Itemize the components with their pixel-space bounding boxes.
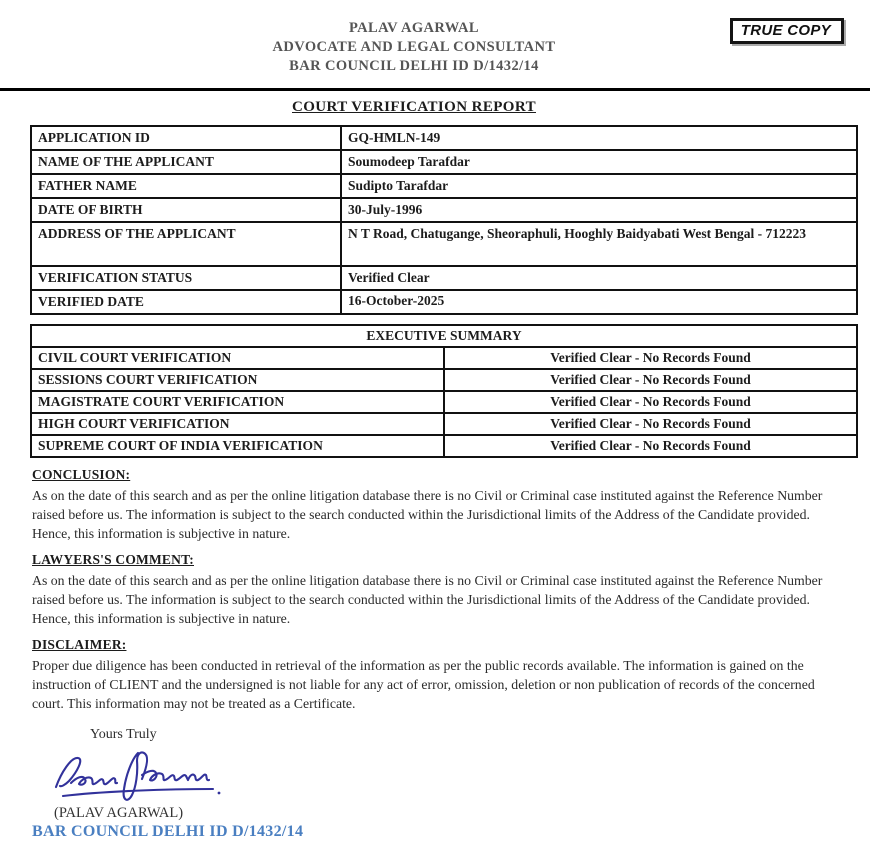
- letterhead-bar-council-id: BAR COUNCIL DELHI ID D/1432/14: [289, 58, 539, 74]
- summary-table-row: [31, 347, 857, 369]
- field-label: NAME OF THE APPLICANT: [31, 150, 341, 174]
- summary-table-row: [31, 435, 857, 457]
- field-value: 30-July-1996: [341, 198, 857, 222]
- section-body: As on the date of this search and as per the online litigation database there is no Civil or Criminal case instituted against the Reference Number raised before us. The information is subject to the search conducted within the Jurisdictional limits of the Address of the Candidate provided. Hence, this information is subjective in nature.: [32, 488, 823, 541]
- executive-summary-table: [30, 324, 858, 458]
- court-name-label: MAGISTRATE COURT VERIFICATION: [31, 391, 444, 413]
- executive-summary-header: [31, 325, 857, 347]
- section-body: As on the date of this search and as per the online litigation database there is no Civil or Criminal case instituted against the Reference Number raised before us. The information is subject to the search conducted within the Jurisdictional limits of the Address of the Candidate provided. Hence, this information is subjective in nature.: [32, 573, 823, 626]
- field-value: Sudipto Tarafdar: [341, 174, 857, 198]
- applicant-table-row: [31, 198, 857, 222]
- field-label: ADDRESS OF THE APPLICANT: [31, 222, 341, 266]
- applicant-table-row: [31, 150, 857, 174]
- bar-council-id-footer: BAR COUNCIL DELHI ID D/1432/14: [32, 823, 304, 840]
- true-copy-stamp: TRUE COPY: [730, 18, 844, 44]
- text-section: [32, 637, 842, 713]
- court-verification-result: Verified Clear - No Records Found: [444, 413, 857, 435]
- applicant-table-row: [31, 126, 857, 150]
- field-label: APPLICATION ID: [31, 126, 341, 150]
- applicant-details-table: [30, 125, 858, 315]
- court-name-label: SESSIONS COURT VERIFICATION: [31, 369, 444, 391]
- summary-table-row: [31, 391, 857, 413]
- applicant-table-row: [31, 290, 857, 314]
- section-heading: LAWYERS'S COMMENT:: [32, 552, 194, 567]
- report-text-sections: [32, 467, 842, 713]
- header-divider: [0, 88, 870, 91]
- court-verification-result: Verified Clear - No Records Found: [444, 391, 857, 413]
- letterhead-designation: ADVOCATE AND LEGAL CONSULTANT: [272, 39, 556, 55]
- text-section: [32, 467, 842, 543]
- field-value: Soumodeep Tarafdar: [341, 150, 857, 174]
- field-label: VERIFIED DATE: [31, 290, 341, 314]
- report-title: COURT VERIFICATION REPORT: [292, 99, 536, 115]
- field-label: FATHER NAME: [31, 174, 341, 198]
- field-label: DATE OF BIRTH: [31, 198, 341, 222]
- applicant-table-row: [31, 266, 857, 290]
- court-verification-result: Verified Clear - No Records Found: [444, 435, 857, 457]
- field-label: VERIFICATION STATUS: [31, 266, 341, 290]
- court-name-label: CIVIL COURT VERIFICATION: [31, 347, 444, 369]
- section-heading: DISCLAIMER:: [32, 637, 127, 652]
- section-body: Proper due diligence has been conducted in retrieval of the information as per the public records available. The information is gained on the instruction of CLIENT and the undersigned is not liable for any act of error, omission, deletion or non publication of records of the concerned court. This information may not be treated as a Certificate.: [32, 658, 815, 711]
- applicant-table-row: [31, 174, 857, 198]
- letterhead-advocate-name: PALAV AGARWAL: [349, 20, 479, 36]
- summary-table-row: [31, 413, 857, 435]
- section-heading: CONCLUSION:: [32, 467, 131, 482]
- letterhead: [0, 0, 828, 76]
- executive-summary-title: EXECUTIVE SUMMARY: [31, 325, 857, 347]
- field-value: N T Road, Chatugange, Sheoraphuli, Hooghly Baidyabati West Bengal - 712223: [341, 222, 857, 266]
- field-value: 16-October-2025: [341, 290, 857, 314]
- summary-table-row: [31, 369, 857, 391]
- court-name-label: HIGH COURT VERIFICATION: [31, 413, 444, 435]
- text-section: [32, 552, 842, 628]
- signer-name: (PALAV AGARWAL): [54, 805, 184, 821]
- court-name-label: SUPREME COURT OF INDIA VERIFICATION: [31, 435, 444, 457]
- signature-image: [50, 745, 870, 807]
- applicant-table-row: [31, 222, 857, 266]
- field-value: GQ-HMLN-149: [341, 126, 857, 150]
- salutation: Yours Truly: [90, 727, 157, 742]
- field-value: Verified Clear: [341, 266, 857, 290]
- court-verification-result: Verified Clear - No Records Found: [444, 347, 857, 369]
- court-verification-result: Verified Clear - No Records Found: [444, 369, 857, 391]
